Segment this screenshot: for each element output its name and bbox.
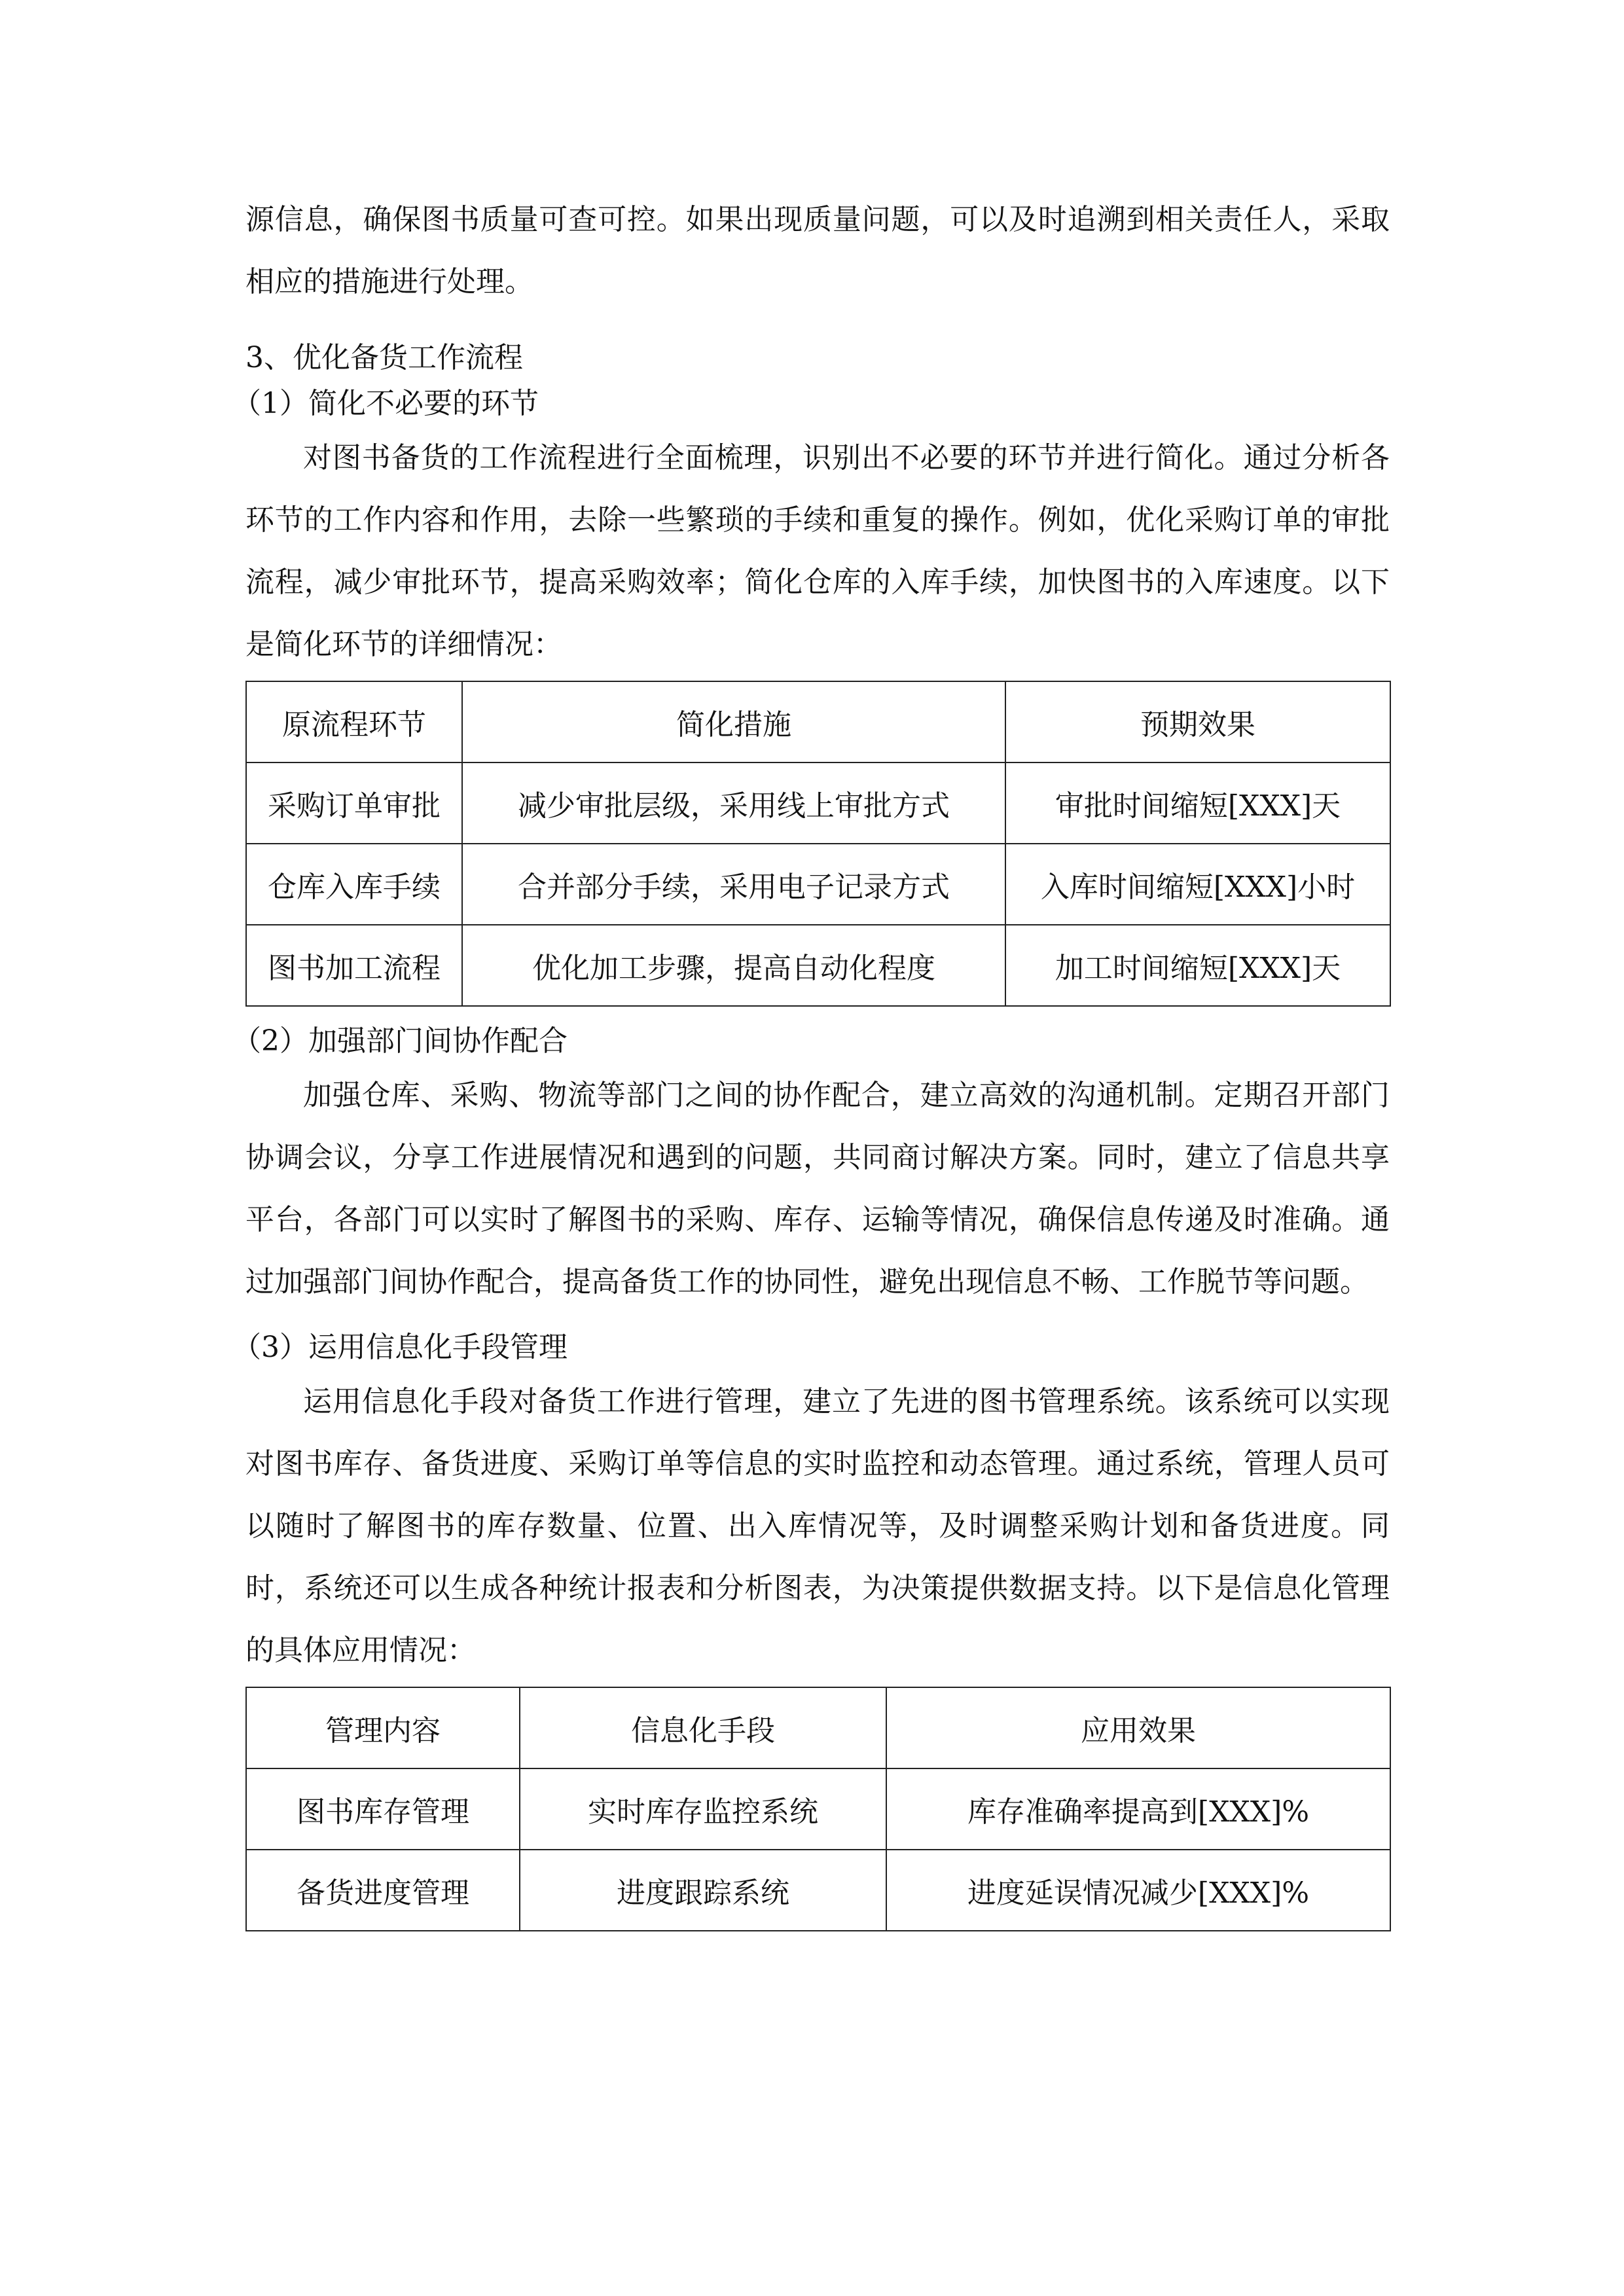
section-heading-3: 3、优化备货工作流程 [245, 341, 523, 374]
table-cell: 图书库存管理 [246, 1768, 520, 1850]
subsection-heading-1: （1）简化不必要的环节 [232, 387, 539, 420]
table-cell: 采购订单审批 [246, 762, 462, 844]
table-cell: 实时库存监控系统 [520, 1768, 886, 1850]
table-cell: 仓库入库手续 [246, 844, 462, 925]
spacer [245, 1313, 1390, 1325]
page-content [232, 188, 1390, 1931]
table-header-cell: 应用效果 [886, 1687, 1390, 1768]
table-row [246, 844, 1390, 925]
table-cell: 备货进度管理 [246, 1850, 520, 1931]
collaboration-paragraph: 加强仓库、采购、物流等部门之间的协作配合，建立高效的沟通机制。定期召开部门协调会议，分享工作进展情况和遇到的问题，共同商讨解决方案。同时，建立了信息共享平台，各部门可以实时了解图书的采购、库存、运输等情况，确保信息传递及时准确。通过加强部门间协作配合，提高备货工作的协同性，避免出现信息不畅、工作脱节等问题。 [245, 1079, 1390, 1299]
continuation-paragraph: 源信息，确保图书质量可查可控。如果出现质量问题，可以及时追溯到相关责任人，采取相应的措施进行处理。 [245, 203, 1390, 298]
table-cell: 图书加工流程 [246, 925, 462, 1006]
subsection-heading-3: （3）运用信息化手段管理 [232, 1331, 568, 1364]
table-row [246, 762, 1390, 844]
table-cell: 审批时间缩短[XXX]天 [1005, 762, 1390, 844]
table-row [246, 1850, 1390, 1931]
table-header-row [246, 681, 1390, 762]
table-cell: 优化加工步骤，提高自动化程度 [462, 925, 1005, 1006]
table-header-row [246, 1687, 1390, 1768]
table-header-cell: 原流程环节 [246, 681, 462, 762]
table-cell: 入库时间缩短[XXX]小时 [1005, 844, 1390, 925]
table-header-cell: 信息化手段 [520, 1687, 886, 1768]
table-cell: 库存准确率提高到[XXX]% [886, 1768, 1390, 1850]
table-row [246, 925, 1390, 1006]
simplify-paragraph: 对图书备货的工作流程进行全面梳理，识别出不必要的环节并进行简化。通过分析各环节的工作内容和作用，去除一些繁琐的手续和重复的操作。例如，优化采购订单的审批流程，减少审批环节，提高采购效率；简化仓库的入库手续，加快图书的入库速度。以下是简化环节的详细情况： [245, 441, 1390, 661]
table-row [246, 1768, 1390, 1850]
informatization-paragraph: 运用信息化手段对备货工作进行管理，建立了先进的图书管理系统。该系统可以实现对图书库存、备货进度、采购订单等信息的实时监控和动态管理。通过系统，管理人员可以随时了解图书的库存数量、位置、出入库情况等，及时调整采购计划和备货进度。同时，系统还可以生成各种统计报表和分析图表，为决策提供数据支持。以下是信息化管理的具体应用情况： [245, 1385, 1390, 1667]
table-header-cell: 简化措施 [462, 681, 1005, 762]
table-cell: 进度延误情况减少[XXX]% [886, 1850, 1390, 1931]
table-cell: 减少审批层级，采用线上审批方式 [462, 762, 1005, 844]
table-header-cell: 管理内容 [246, 1687, 520, 1768]
table-header-cell: 预期效果 [1005, 681, 1390, 762]
table-cell: 合并部分手续，采用电子记录方式 [462, 844, 1005, 925]
simplification-table [245, 681, 1391, 1007]
informatization-table [245, 1687, 1391, 1931]
subsection-heading-2: （2）加强部门间协作配合 [232, 1024, 568, 1058]
spacer [245, 313, 1390, 335]
table-cell: 进度跟踪系统 [520, 1850, 886, 1931]
table-cell: 加工时间缩短[XXX]天 [1005, 925, 1390, 1006]
